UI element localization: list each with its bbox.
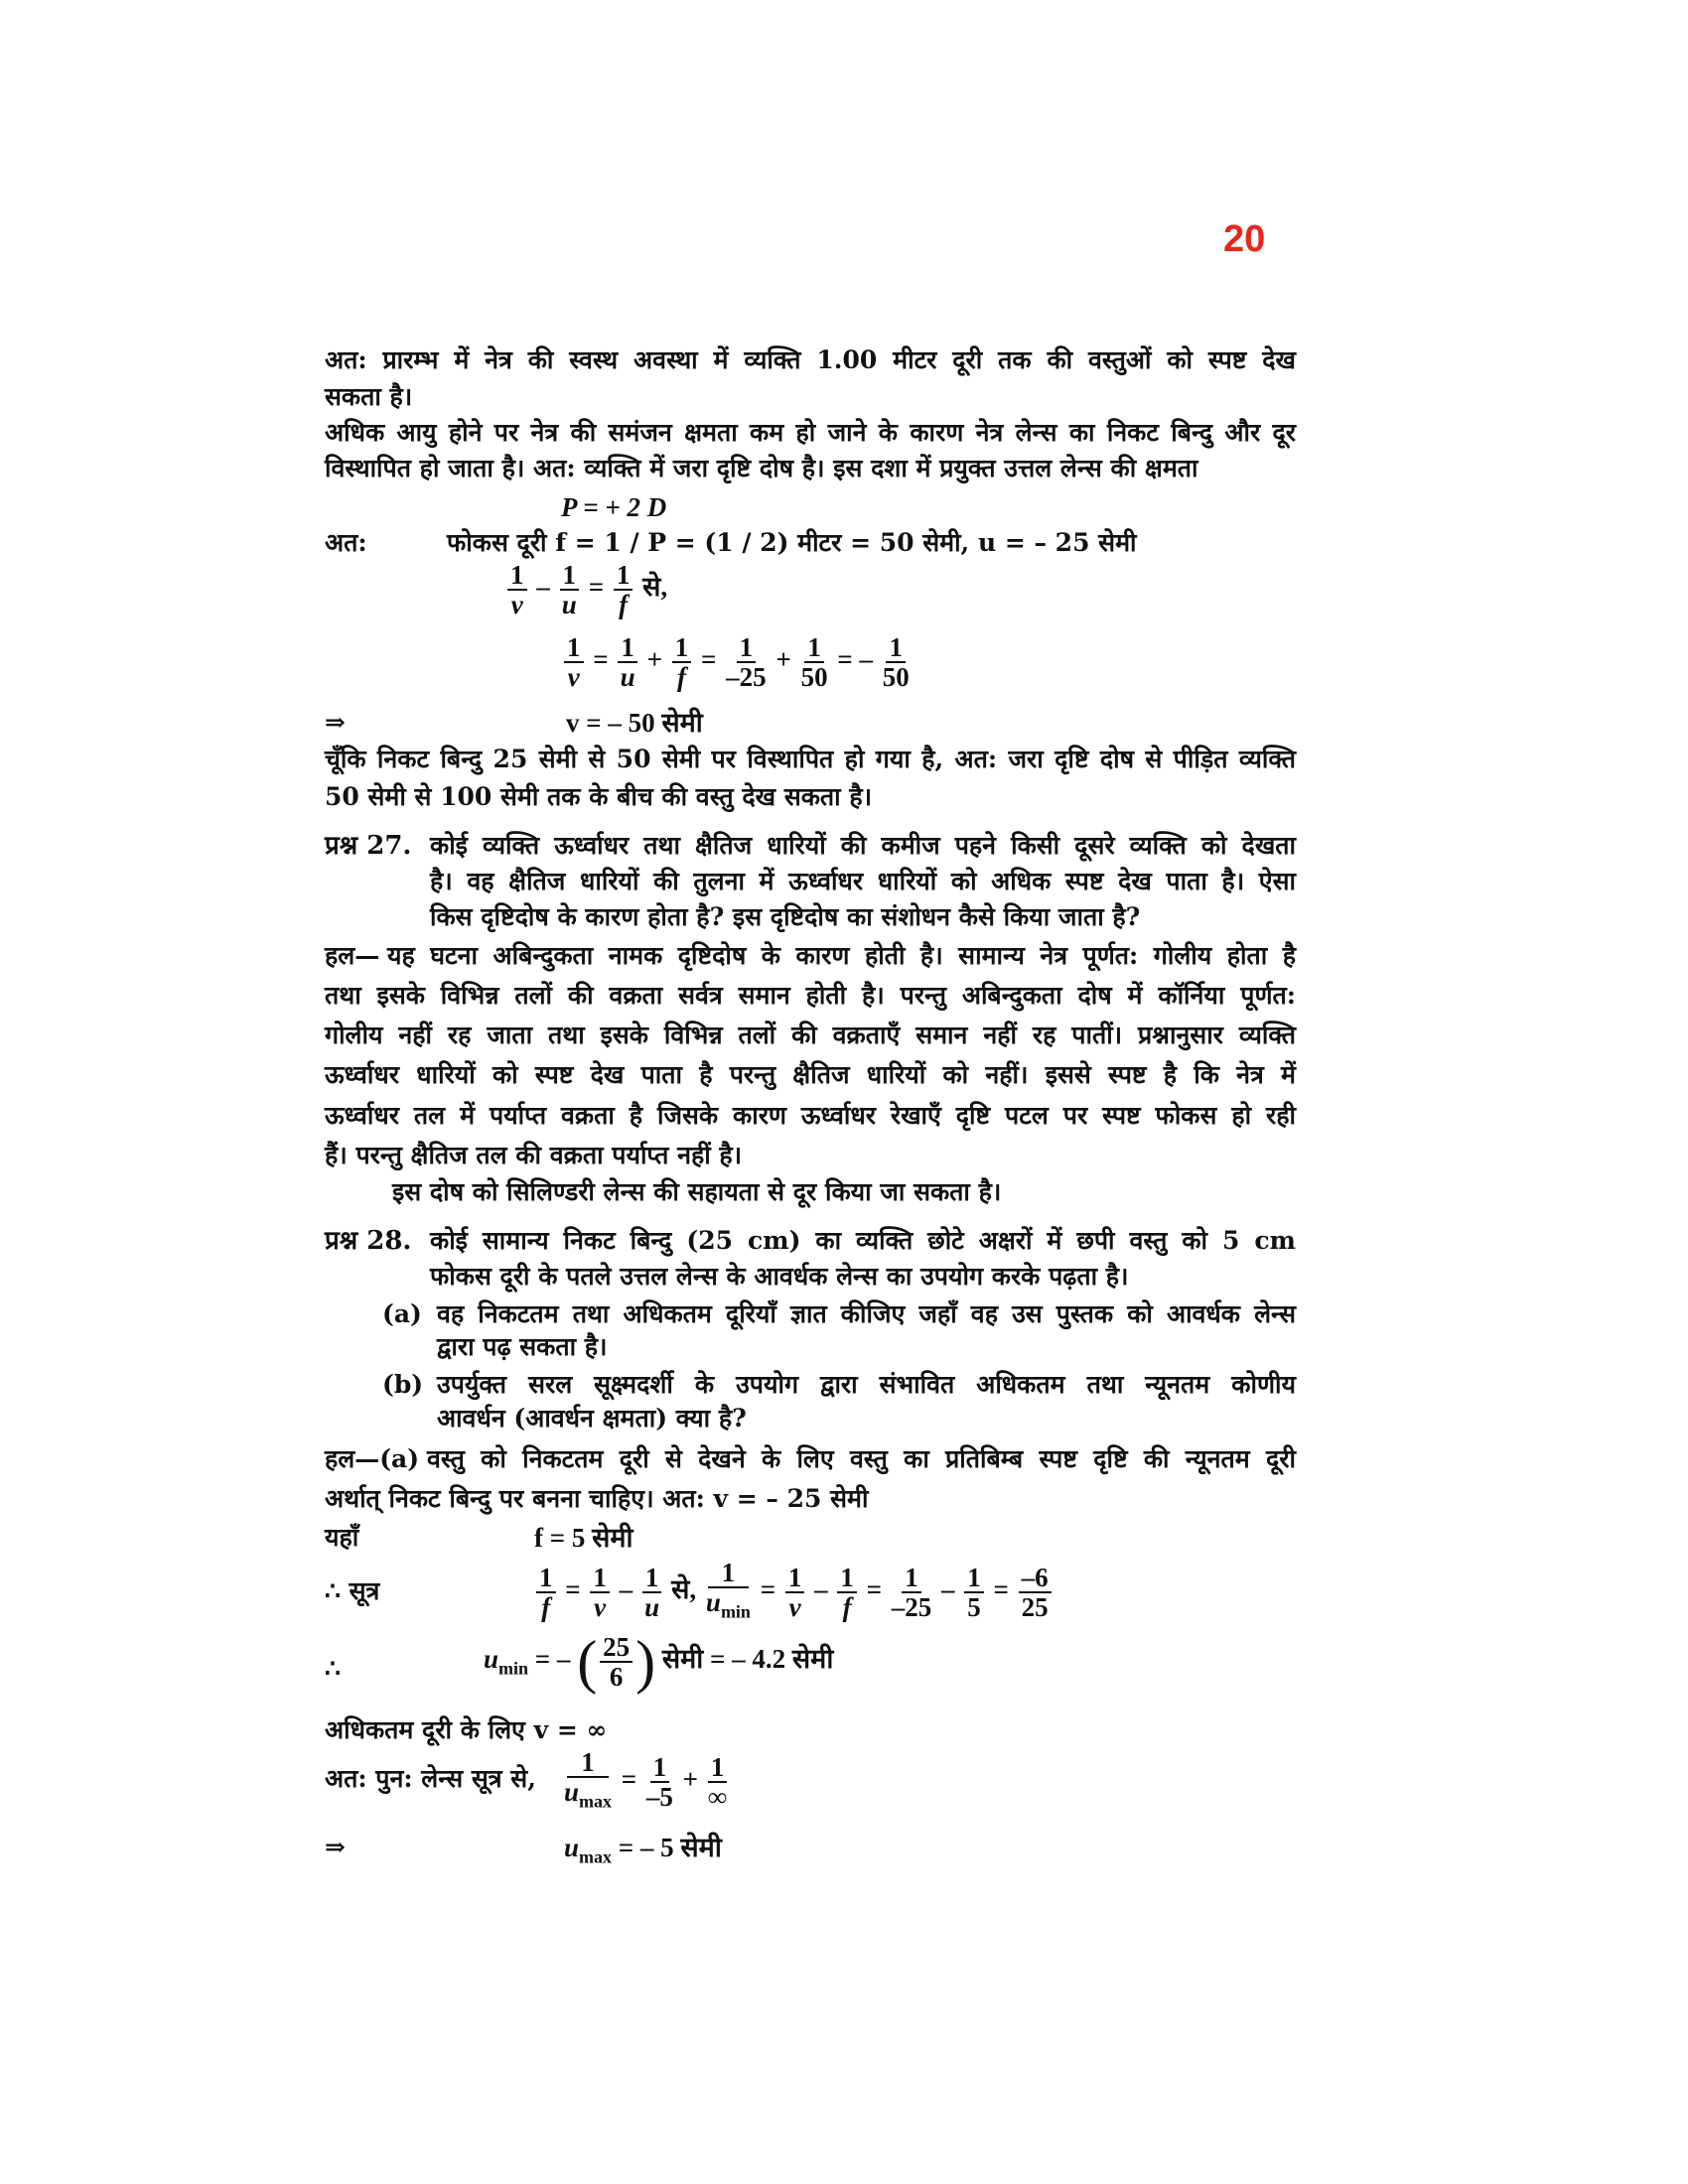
- denominator: ∞: [707, 1781, 728, 1812]
- numerator: 1: [567, 1748, 609, 1778]
- operator: –: [619, 1573, 633, 1604]
- operator: =: [866, 1573, 882, 1604]
- equation-umin-formula: [533, 1559, 1504, 1625]
- denominator: v: [594, 1591, 607, 1622]
- subscript: min: [720, 1601, 751, 1622]
- question-line: है। वह क्षैतिज धारियों की तुलना में ऊर्ध्वाधर धारियों को अधिक स्पष्ट देख पाता है। ऐसा: [430, 867, 1296, 895]
- variable: u: [564, 1833, 580, 1862]
- numerator: 1: [964, 1564, 984, 1593]
- numerator: 1: [804, 633, 824, 663]
- answer-line: अर्थात् निकट बिन्दु पर बनना चाहिए। अत: v = – 25 सेमी: [325, 1484, 869, 1513]
- equation-umax-result: [564, 1830, 1535, 1874]
- paragraph-line: अधिकतम दूरी के लिए v = ∞: [325, 1715, 608, 1744]
- numerator: 1: [642, 1564, 662, 1593]
- denominator: 25: [1021, 1591, 1049, 1622]
- answer-line: तथा इसके विभिन्न तलों की वक्रता सर्वत्र समान होती है। परन्तु अबिन्दुकता दोष में कॉर्निया पूर्णत:: [325, 981, 1296, 1010]
- denominator: f: [541, 1591, 551, 1622]
- denominator: –5: [645, 1781, 673, 1812]
- equation-v-result: v = – 50 सेमी: [566, 708, 703, 738]
- operator: –: [536, 572, 550, 603]
- denominator: v: [788, 1591, 801, 1622]
- operator: = –: [837, 644, 873, 675]
- equation-text: से,: [671, 1573, 697, 1604]
- question-line: उपर्युक्त सरल सूक्ष्मदर्शी के उपयोग द्वारा संभावित अधिकतम तथा न्यूनतम कोणीय: [437, 1370, 1296, 1399]
- subquestion-b-label: (b): [382, 1370, 424, 1399]
- equation-text: सेमी = – 4.2 सेमी: [661, 1644, 834, 1675]
- answer-27-label: हल—: [325, 941, 380, 970]
- equation-text: से,: [642, 572, 668, 603]
- answer-line: इस दोष को सिलिण्डरी लेन्स की सहायता से दूर किया जा सकता है।: [392, 1177, 1002, 1206]
- equation-label: अत: पुन: लेन्स सूत्र से,: [325, 1764, 536, 1793]
- answer-line: यह घटना अबिन्दुकता नामक दृष्टिदोष के कारण होती है। सामान्य नेत्र पूर्णत: गोलीय होता है: [387, 941, 1296, 970]
- numerator: 1: [560, 561, 580, 591]
- operator: =: [993, 1573, 1009, 1604]
- equation-power: P = + 2 D: [561, 492, 667, 522]
- implies-arrow: ⇒: [325, 708, 346, 737]
- denominator: 50: [882, 662, 910, 692]
- numerator: 1: [618, 633, 637, 663]
- operator: =: [701, 644, 717, 675]
- paragraph-line: विस्थापित हो जाता है। अत: व्यक्ति में जरा दृष्टि दोष है। इस दशा में प्रयुक्त उत्तल लेन्स की क्षमता: [325, 454, 1198, 482]
- question-line: कोई सामान्य निकट बिन्दु (25 cm) का व्यक्ति छोटे अक्षरों में छपी वस्तु को 5 cm: [430, 1226, 1296, 1255]
- numerator: 1: [837, 1564, 857, 1593]
- numerator: 1: [886, 633, 906, 663]
- implies-arrow: ⇒: [325, 1833, 346, 1861]
- numerator: 1: [785, 1564, 805, 1593]
- operator: =: [760, 1573, 776, 1604]
- equation-f: f = 5 सेमी: [534, 1523, 633, 1553]
- operator: +: [775, 644, 791, 675]
- paragraph-line: सकता है।: [325, 382, 413, 411]
- question-line: किस दृष्टिदोष के कारण होता है? इस दृष्टिदोष का संशोधन कैसे किया जाता है?: [430, 902, 1141, 931]
- numerator: 25: [600, 1633, 633, 1663]
- denominator: f: [677, 662, 687, 692]
- subscript: min: [498, 1658, 529, 1679]
- numerator: 1: [737, 633, 757, 663]
- numerator: 1: [650, 1753, 670, 1783]
- answer-line: वस्तु को निकटतम दूरी से देखने के लिए वस्तु का प्रतिबिम्ब स्पष्ट दृष्टि की न्यूनतम दूरी: [427, 1444, 1296, 1473]
- subquestion-a-label: (a): [382, 1299, 422, 1328]
- paren-close: ): [635, 1629, 656, 1695]
- denominator: 6: [609, 1662, 624, 1692]
- paren-open: (: [577, 1629, 598, 1695]
- operator: =: [565, 1573, 581, 1604]
- operator: –: [814, 1573, 828, 1604]
- numerator: 1: [902, 1564, 921, 1593]
- paragraph-line: 50 सेमी से 100 सेमी तक के बीच की वस्तु देख सकता है।: [325, 782, 873, 811]
- equation-lens-formula: [504, 561, 1476, 618]
- denominator: u: [561, 590, 577, 619]
- numerator: 1: [536, 1564, 556, 1593]
- equation-label: अत:: [325, 528, 367, 557]
- equation-focal: फोकस दूरी f = 1 / P = (1 / 2) मीटर = 50 सेमी, u = – 25 सेमी: [447, 528, 1137, 557]
- paragraph-line: चूँकि निकट बिन्दु 25 सेमी से 50 सेमी पर विस्थापित हो गया है, अत: जरा दृष्टि दोष से पीड़ित व्यक्ति: [325, 745, 1296, 773]
- question-line: वह निकटतम तथा अधिकतम दूरियाँ ज्ञात कीजिए जहाँ वह उस पुस्तक को आवर्धक लेन्स: [437, 1299, 1296, 1328]
- subscript: max: [579, 1846, 613, 1867]
- answer-28-label: हल—(a): [325, 1444, 420, 1473]
- question-line: कोई व्यक्ति ऊर्ध्वाधर तथा क्षैतिज धारियों की कमीज पहने किसी दूसरे व्यक्ति को देखता: [430, 831, 1296, 860]
- numerator: 1: [708, 1753, 728, 1783]
- denominator: u: [620, 662, 635, 692]
- operator: = –: [534, 1644, 571, 1675]
- numerator: 1: [507, 561, 527, 591]
- denominator: 50: [800, 662, 828, 692]
- denominator: u: [644, 1591, 660, 1622]
- paragraph-line: अत: प्रारम्भ में नेत्र की स्वस्थ अवस्था में व्यक्ति 1.00 मीटर दूरी तक की वस्तुओं को स्पष्ट देख: [325, 345, 1296, 374]
- question-line: आवर्धन (आवर्धन क्षमता) क्या है?: [437, 1404, 747, 1433]
- question-27-label: प्रश्न 27.: [325, 831, 412, 861]
- equation-umax-formula: [561, 1748, 1532, 1815]
- denominator: –25: [726, 662, 767, 692]
- page-number: 20: [1223, 218, 1266, 260]
- denominator: 5: [967, 1591, 981, 1622]
- denominator: v: [510, 590, 523, 619]
- equation-text: = – 5 सेमी: [618, 1833, 722, 1862]
- variable: u: [484, 1644, 499, 1675]
- denominator: u: [705, 1587, 721, 1617]
- denominator: f: [842, 1591, 852, 1622]
- therefore-symbol: ∴: [325, 1654, 341, 1683]
- operator: +: [682, 1763, 699, 1794]
- question-28-label: प्रश्न 28.: [325, 1226, 412, 1256]
- question-line: फोकस दूरी के पतले उत्तल लेन्स के आवर्धक लेन्स का उपयोग करके पढ़ता है।: [430, 1262, 1129, 1291]
- operator: =: [593, 644, 609, 675]
- operator: –: [940, 1573, 955, 1604]
- equation-label: ∴ सूत्र: [325, 1576, 380, 1605]
- operator: =: [621, 1763, 637, 1794]
- denominator: u: [564, 1777, 580, 1807]
- numerator: 1: [708, 1559, 750, 1588]
- paragraph-line: अधिक आयु होने पर नेत्र की समंजन क्षमता कम हो जाने के कारण नेत्र लेन्स का निकट बिन्दु और दूर: [325, 418, 1296, 447]
- answer-line: ऊर्ध्वाधर धारियों को स्पष्ट देख पाता है परन्तु क्षैतिज धारियों को नहीं। इससे स्पष्ट है कि नेत्र में: [325, 1060, 1296, 1089]
- answer-line: गोलीय नहीं रह जाता तथा इसके विभिन्न तलों की वक्रताएँ समान नहीं रह पातीं। प्रश्नानुसार व्यक्ति: [325, 1021, 1296, 1049]
- question-line: द्वारा पढ़ सकता है।: [437, 1332, 608, 1361]
- equation-lens-solve: [561, 633, 1532, 691]
- equation-label: यहाँ: [325, 1523, 359, 1552]
- numerator: 1: [590, 1564, 610, 1593]
- numerator: 1: [614, 561, 633, 591]
- answer-line: ऊर्ध्वाधर तल में पर्याप्त वक्रता है जिसके कारण ऊर्ध्वाधर रेखाएँ दृष्टि पटल पर स्पष्ट फोकस हो रही: [325, 1101, 1296, 1130]
- subscript: max: [579, 1791, 613, 1812]
- numerator: 1: [672, 633, 692, 663]
- denominator: f: [619, 590, 629, 619]
- equation-umin-result: [484, 1629, 1455, 1695]
- numerator: 1: [564, 633, 584, 663]
- answer-line: हैं। परन्तु क्षैतिज तल की वक्रता पर्याप्त नहीं है।: [325, 1141, 743, 1169]
- numerator: –6: [1019, 1564, 1052, 1593]
- denominator: v: [567, 662, 580, 692]
- operator: +: [646, 644, 663, 675]
- denominator: –25: [891, 1591, 932, 1622]
- operator: =: [588, 572, 605, 603]
